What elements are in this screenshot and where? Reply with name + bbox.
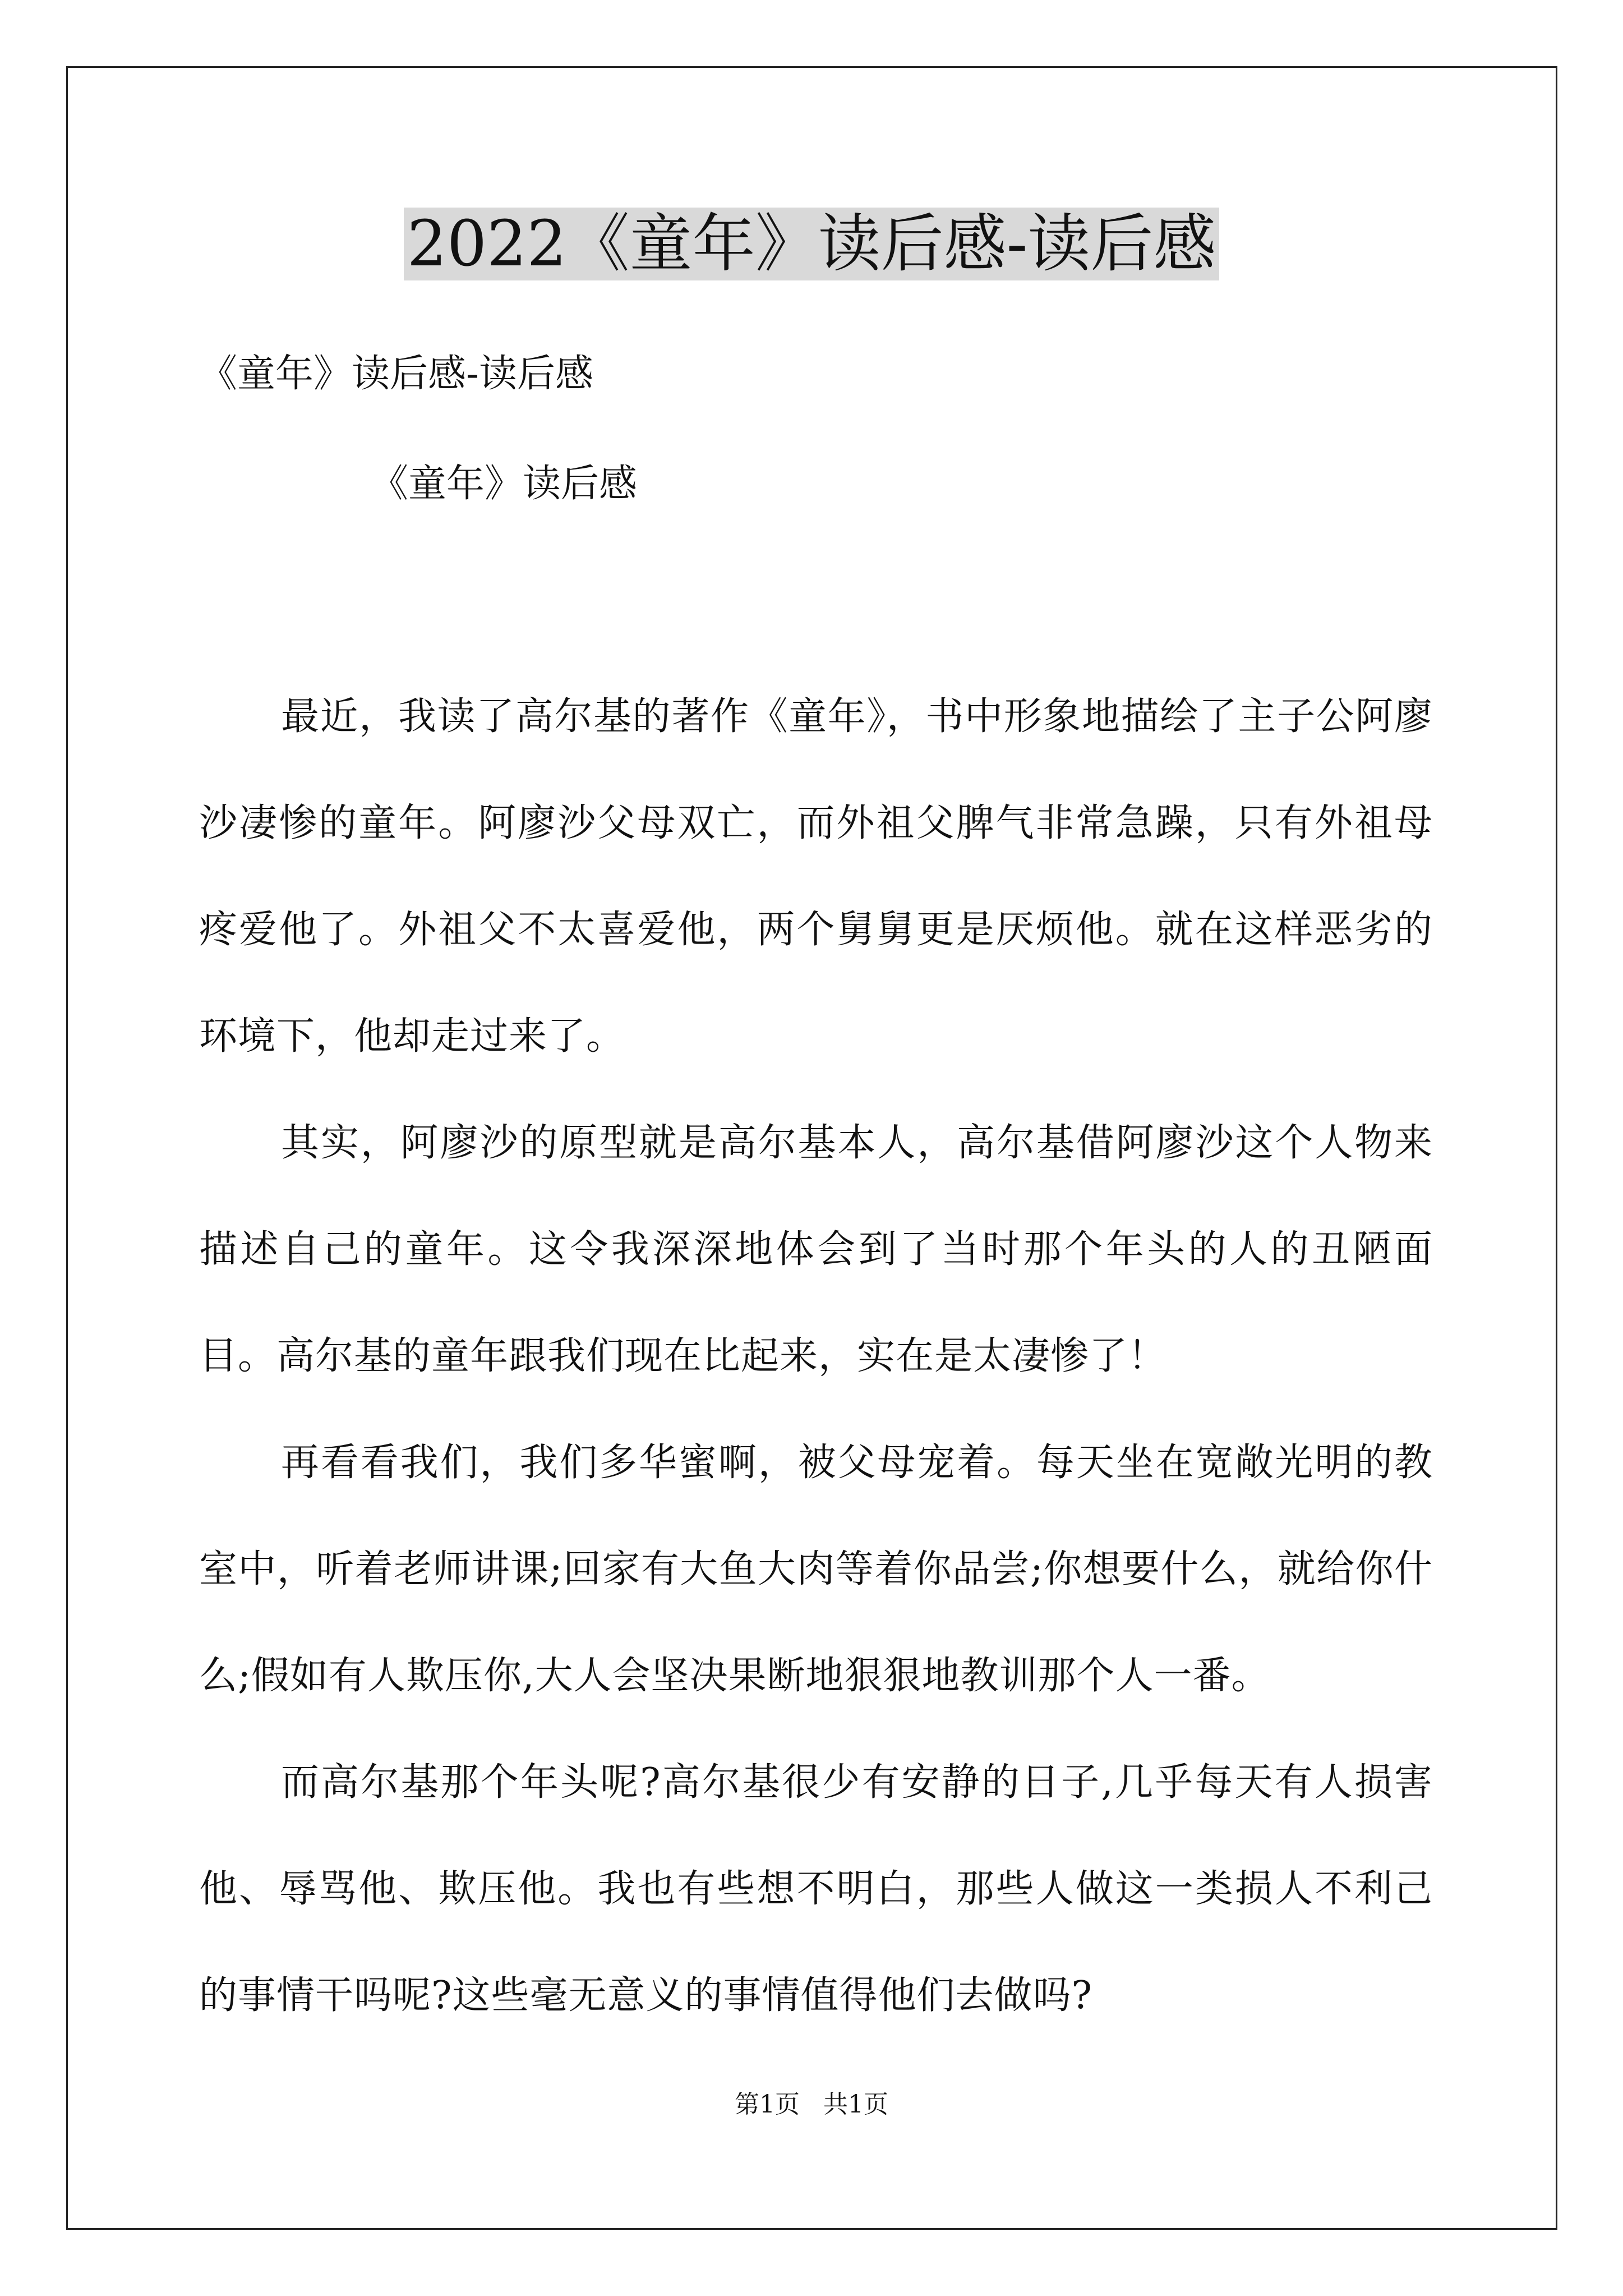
document-heading: 《童年》读后感 <box>370 462 638 506</box>
paragraph-3: 再看看我们，我们多华蜜啊，被父母宠着。每天坐在宽敞光明的教室中，听着老师讲课;回家有大鱼大肉等着你品尝;你想要什么，就给你什么;假如有人欺压你,大人会坚决果断地狠狠地教训那个人一番。 <box>199 1441 1433 1698</box>
paragraph-4: 而高尔基那个年头呢?高尔基很少有安静的日子,几乎每天有人损害他、辱骂他、欺压他。我也有些想不明白，那些人做这一类损人不利己的事情干吗呢?这些毫无意义的事情值得他们去做吗? <box>199 1760 1433 2018</box>
paragraph-1: 最近，我读了高尔基的著作《童年》，书中形象地描绘了主子公阿廖沙凄惨的童年。阿廖沙父母双亡，而外祖父脾气非常急躁，只有外祖母疼爱他了。外祖父不太喜爱他，两个舅舅更是厌烦他。就在这样恶劣的环境下，他却走过来了。 <box>199 694 1433 1059</box>
document-title <box>0 205 1623 283</box>
page-footer: 第1页 共1页 <box>735 2090 888 2119</box>
document-title-text: 2022《童年》读后感-读后感 <box>404 208 1220 280</box>
document-subtitle: 《童年》读后感-读后感 <box>199 352 593 396</box>
paragraph-2: 其实，阿廖沙的原型就是高尔基本人，高尔基借阿廖沙这个人物来描述自己的童年。这令我深深地体会到了当时那个年头的人的丑陋面目。高尔基的童年跟我们现在比起来，实在是太凄惨了！ <box>199 1121 1433 1378</box>
document-body <box>199 664 1433 2049</box>
